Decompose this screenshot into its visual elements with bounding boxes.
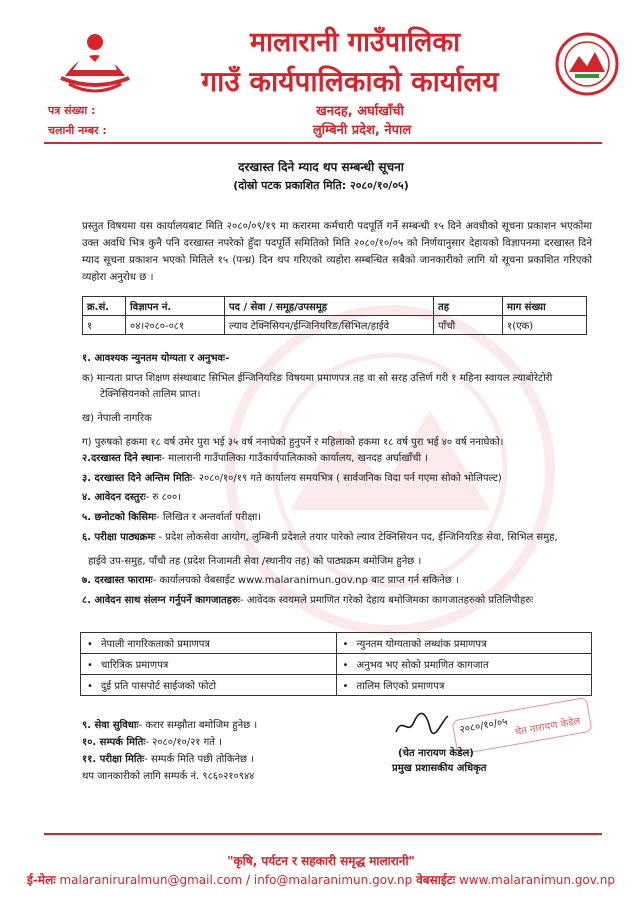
deadline-label: ३. दरखास्त दिने अन्तिम मितिः	[82, 473, 193, 484]
document-item: नेपाली नागरिकताको प्रमाणपत्र	[101, 639, 210, 650]
selection-type-value: - लिखित र अन्तर्वार्ता परीक्षा।	[156, 512, 262, 523]
attachments-value: - आवेदक स्वयमले प्रमाणित गरेको देहाय बमोजिमका कागजातहरुको प्रतिलिपीहरुः	[240, 595, 534, 606]
notice-subtitle: (दोस्रो पटक प्रकाशित मिति: २०८०/१०/०५)	[233, 179, 409, 192]
application-place	[82, 452, 602, 466]
table-header: पद / सेवा / समूह/उपसमूह	[225, 297, 434, 316]
bullet-icon: •	[87, 660, 93, 671]
qualification-kha: ख) नेपाली नागरिक	[82, 413, 152, 424]
fee	[82, 491, 602, 505]
qualification-ga: ग) पुरुषको हकमा १८ वर्ष उमेर पुरा भई ३५ वर्ष ननाघेको हुनुपर्ने र महिलाको हकमा १८ वर्ष पुरा भई ४० वर्ष ननाघेको।	[82, 437, 504, 448]
municipality-watermark-icon	[220, 300, 560, 640]
table-header: विज्ञापन नं.	[126, 297, 225, 316]
exam-date-value: - सम्पर्क मिति पछी तोकिनेछ ।	[144, 754, 255, 765]
document-item: न्युनतम योग्यताको लब्धांक प्रमाणपत्र	[356, 639, 487, 650]
table-cell	[336, 675, 592, 696]
nepal-emblem-icon	[55, 14, 135, 94]
website-label: वेबसाईटः	[416, 873, 456, 887]
email-label: ई-मेलः	[27, 873, 56, 887]
table-cell: १(एक)	[503, 316, 587, 335]
syllabus-cont: हाईवे उप-समुह, पाँचौ तह (प्रदेश निजामती सेवा /स्थानीय तह) को पाठ्यक्रम बमोजिम हुनेछ ।	[88, 556, 422, 567]
bullet-icon: •	[87, 639, 93, 650]
vacancy-table	[82, 296, 587, 335]
qualification-ka: क) मान्यता प्राप्त शिक्षण संस्थाबाट सिभिल ईन्जिनियरिङ विषयमा प्रमाणपत्र तह वा सो सरह उत्तिर्ण गरी १ महिना स्वायल ल्याबोरेटोरी	[82, 373, 553, 384]
deadline	[82, 472, 602, 486]
table-header-row	[83, 297, 587, 316]
municipality-logo-icon	[555, 32, 619, 96]
exam-date-label: ११. परीक्षा मितिः	[82, 754, 145, 765]
service-benefits-label: ९. सेवा सुविधाः	[82, 720, 139, 731]
fee-label: ४. आवेदन दस्तुरः	[82, 492, 146, 503]
notice-paragraph: प्रस्तुत विषयमा यस कार्यालयबाट मिति २०८०/०९/१९ मा करारमा कर्मचारी पदपूर्ति गर्ने सम्बन्धी १५ दिने अवधीको सूचना प्रकाशन भएकोमा उक्त अवधि भित्र कुनै पनि दरखास्त नपरेको हुँदा पदपूर्ति समितिको मिति २०८०/१०/०५ को निर्णयानुसार देहायको विज्ञापनमा दरखास्त दिने म्याद सूचना प्रकाशन भएको मितिले १५ (पन्ध्र) दिन थप गरिएको व्यहोरा सम्बन्धित सबैको जानकारीको लागि यो सूचना प्रकाशित गरिएको व्यहोरा अनुरोध छ ।	[82, 221, 592, 283]
table-cell: पाँचौ	[434, 316, 503, 335]
signature-image	[392, 706, 452, 742]
bullet-icon: •	[87, 681, 93, 692]
footer-contact	[0, 871, 642, 888]
table-cell: ल्याव टेक्निसियन/ईन्जिनियरिङ/सिभिल/हाईवे	[225, 316, 434, 335]
contact-date-label: १०. सम्पर्क मितिः	[82, 737, 146, 748]
notice-title: दरखास्त दिने म्याद थप सम्बन्धी सूचना	[238, 160, 404, 174]
signatory-designation: प्रमुख प्रशासकीय अधिकृत	[392, 763, 487, 774]
office-address: खनदह, अर्घाखाँची	[316, 104, 404, 119]
table-cell	[336, 654, 592, 675]
table-cell	[81, 633, 337, 654]
attachments-label: ८. आवेदन साथ संलग्न गर्नुपर्ने कागजातहरुः	[82, 595, 241, 606]
table-cell	[336, 633, 592, 654]
office-province: लुम्बिनी प्रदेश, नेपाल	[312, 123, 412, 138]
syllabus	[82, 531, 602, 545]
document-item: अनुभव भए सोको प्रमाणित कागजात	[356, 660, 489, 671]
header-divider	[44, 142, 602, 144]
application-form-label: ७. दरखास्त फारामः	[82, 575, 153, 586]
letter-number-label: पत्र संख्या :	[48, 104, 96, 117]
table-header: तह	[434, 297, 503, 316]
syllabus-label: ६. परीक्षा पाठ्यक्रमः	[82, 532, 156, 543]
document-item: चारित्रिक प्रमाणपत्र	[101, 660, 169, 671]
application-place-value: - मालारानी गाउँपालिका गाउँकार्यपालिकाको कार्यालय, खनदह अर्घाखाँची ।	[161, 453, 429, 464]
documents-table	[80, 632, 592, 696]
table-cell: ०४।२०८०-०८१	[126, 316, 225, 335]
email-value: malaraniruralmun@gmail.com / info@malaranimun.gov.np	[55, 873, 417, 887]
deadline-value: - २०८०/१०/१९ गते कार्यालय समयभित्र ( सार्वजनिक विदा पर्न गएमा सोको भोलिपल्ट)	[192, 473, 502, 484]
dispatch-number-label: चलानी नम्बर :	[48, 124, 107, 137]
application-form-value: - कार्यालयको वेबसाईट www.malaranimun.gov.np बाट प्राप्त गर्न सकिनेछ ।	[152, 575, 459, 586]
stamp-name: चेत नारायण केडेल	[514, 715, 582, 739]
exam-date	[82, 753, 602, 767]
fee-value: - रु ८००।	[145, 492, 181, 503]
bullet-icon: •	[342, 681, 349, 692]
signatory-name: (चेत नारायण केडेल)	[398, 748, 474, 759]
syllabus-value: - प्रदेश लोकसेवा आयोग, लुम्बिनी प्रदेशले तयार पारेको ल्याव टेक्निसियन पद, ईन्जिनियरिङ सेवा, सिभिल समुह,	[155, 532, 558, 543]
table-row	[81, 633, 592, 654]
document-item: दुई प्रति पासपोर्ट साईजको फोटो	[101, 681, 217, 692]
bullet-icon: •	[342, 660, 349, 671]
table-header: क्र.सं.	[83, 297, 126, 316]
footer-divider	[44, 833, 602, 835]
selection-type	[82, 511, 602, 525]
table-cell	[81, 675, 337, 696]
table-row	[83, 316, 587, 335]
attachments	[82, 594, 602, 608]
qualification-heading: १. आवश्यक न्युनतम योग्यता र अनुभवः-	[82, 353, 230, 364]
municipality-title: मालारानी गाउँपालिका	[249, 27, 461, 58]
stamp-date: २०८०/१०/०५	[458, 716, 509, 736]
application-place-label: २.दरखास्त दिने स्थानः	[82, 453, 162, 464]
office-title: गाउँ कार्यपालिकाको कार्यालय	[201, 65, 499, 98]
website-value: www.malaranimun.gov.np	[455, 873, 615, 887]
table-header: माग संख्या	[503, 297, 587, 316]
qualification-ka-cont: टेक्निसियनको तालिम प्राप्त।	[100, 389, 201, 400]
document-item: तालिम लिएको प्रमाणपत्र	[356, 681, 445, 692]
application-form	[82, 574, 602, 588]
table-row	[81, 654, 592, 675]
service-benefits-value: - करार सम्झौता बमोजिम हुनेछ ।	[138, 720, 258, 731]
table-cell: १	[83, 316, 126, 335]
table-row	[81, 675, 592, 696]
selection-type-label: ५. छनोटको किसिमः	[82, 512, 157, 523]
footer-slogan: "कृषि, पर्यटन र सहकारी समृद्ध मालारानी"	[227, 854, 415, 868]
contact-date-value: - २०८०/१०/२१ गते ।	[145, 737, 222, 748]
contact-number: थप जानकारीको लागि सम्पर्क नं. ९८६०२१०९४४	[82, 771, 255, 782]
bullet-icon: •	[342, 639, 349, 650]
table-cell	[81, 654, 337, 675]
